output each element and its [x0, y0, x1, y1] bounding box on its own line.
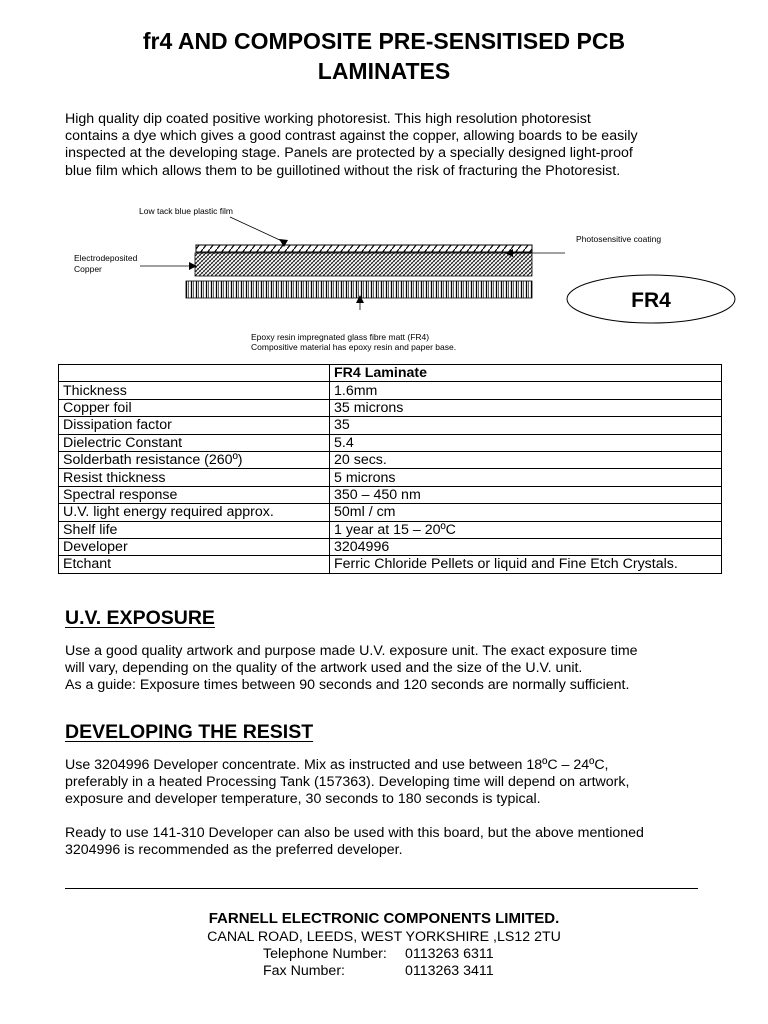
property-cell: Etchant: [59, 556, 330, 573]
fax-label: Fax Number:: [263, 963, 345, 979]
table-row: [59, 399, 722, 416]
uv-line: Use a good quality artwork and purpose made U.V. exposure unit. The exact exposure time: [65, 643, 638, 659]
value-cell: 20 secs.: [330, 451, 722, 468]
spec-table: [58, 364, 722, 574]
property-cell: Resist thickness: [59, 469, 330, 486]
title-line-1: fr4 AND COMPOSITE PRE-SENSITISED PCB: [142, 28, 626, 54]
footer-address: CANAL ROAD, LEEDS, WEST YORKSHIRE ,LS12 2TU: [207, 929, 561, 945]
developing-line: 3204996 is recommended as the preferred developer.: [65, 842, 403, 859]
intro-line: High quality dip coated positive working photoresist. This high resolution photoresist: [65, 111, 591, 127]
property-cell: Shelf life: [59, 521, 330, 538]
property-cell: Copper foil: [59, 399, 330, 416]
copper-layer: [195, 253, 532, 276]
fax-value: 0113263 3411: [405, 963, 494, 979]
table-row: [59, 451, 722, 468]
property-cell: Developer: [59, 538, 330, 555]
table-row: [59, 417, 722, 434]
footer-company: FARNELL ELECTRONIC COMPONENTS LIMITED.: [208, 910, 560, 927]
intro-line: blue film which allows them to be guillotined without the risk of fracturing the Photoresist.: [65, 162, 621, 179]
table-row: [59, 521, 722, 538]
label-copper-2: Copper: [74, 264, 102, 274]
property-cell: Solderbath resistance (260º): [59, 451, 330, 468]
developing-paragraph-2: [65, 825, 705, 859]
label-copper-1: Electrodeposited: [74, 253, 138, 263]
property-cell: U.V. light energy required approx.: [59, 504, 330, 521]
developing-line: preferably in a heated Processing Tank (157363). Developing time will depend on artwork,: [65, 774, 630, 791]
value-cell: 1.6mm: [330, 382, 722, 399]
developing-line: Ready to use 141-310 Developer can also be used with this board, but the above mentioned: [65, 825, 644, 841]
table-row: [59, 504, 722, 521]
film-layer: [196, 245, 532, 252]
phone-value: 0113263 6311: [405, 946, 494, 962]
value-cell: 35: [330, 417, 722, 434]
value-cell: 50ml / cm: [330, 504, 722, 521]
laminate-cross-section-diagram: [0, 195, 768, 360]
table-row: [59, 469, 722, 486]
phone-label: Telephone Number:: [263, 946, 387, 962]
value-cell: 350 – 450 nm: [330, 486, 722, 503]
value-cell: 5.4: [330, 434, 722, 451]
uv-exposure-heading: U.V. EXPOSURE: [65, 607, 215, 629]
document-title: [0, 26, 768, 86]
table-row: [59, 556, 722, 573]
footer-divider: [65, 888, 698, 889]
property-cell: Thickness: [59, 382, 330, 399]
diagram-caption-2: Compositive material has epoxy resin and paper base.: [251, 342, 457, 352]
label-coating: Photosensitive coating: [576, 234, 662, 244]
title-line-2: LAMINATES: [317, 58, 451, 84]
value-cell: 3204996: [330, 538, 722, 555]
intro-paragraph: [65, 111, 705, 180]
developing-line: exposure and developer temperature, 30 seconds to 180 seconds is typical.: [65, 791, 541, 808]
table-header-empty: [59, 365, 330, 382]
fibre-base-layer: [186, 281, 532, 298]
diagram-caption-1: Epoxy resin impregnated glass fibre matt (FR4): [251, 332, 430, 342]
table-row: [59, 434, 722, 451]
property-cell: Dissipation factor: [59, 417, 330, 434]
table-row: [59, 486, 722, 503]
developing-line: Use 3204996 Developer concentrate. Mix as instructed and use between 18ºC – 24ºC,: [65, 757, 609, 773]
table-row: [59, 382, 722, 399]
uv-line: will vary, depending on the quality of the artwork used and the size of the U.V. unit.: [65, 660, 583, 677]
table-column-header: FR4 Laminate: [330, 365, 722, 382]
developing-heading: DEVELOPING THE RESIST: [65, 721, 314, 743]
value-cell: 35 microns: [330, 399, 722, 416]
uv-exposure-paragraph: [65, 643, 705, 695]
value-cell: 5 microns: [330, 469, 722, 486]
intro-line: contains a dye which gives a good contrast against the copper, allowing boards to be easily: [65, 128, 638, 145]
table-header-row: [59, 365, 722, 382]
uv-line: As a guide: Exposure times between 90 seconds and 120 seconds are normally sufficient.: [65, 677, 630, 694]
value-cell: Ferric Chloride Pellets or liquid and Fine Etch Crystals.: [330, 556, 722, 573]
fr4-label: FR4: [631, 289, 671, 312]
table-row: [59, 538, 722, 555]
property-cell: Dielectric Constant: [59, 434, 330, 451]
developing-paragraph-1: [65, 757, 705, 809]
label-film: Low tack blue plastic film: [139, 206, 234, 216]
intro-line: inspected at the developing stage. Panels are protected by a specially designed light-proof: [65, 145, 633, 162]
value-cell: 1 year at 15 – 20ºC: [330, 521, 722, 538]
property-cell: Spectral response: [59, 486, 330, 503]
